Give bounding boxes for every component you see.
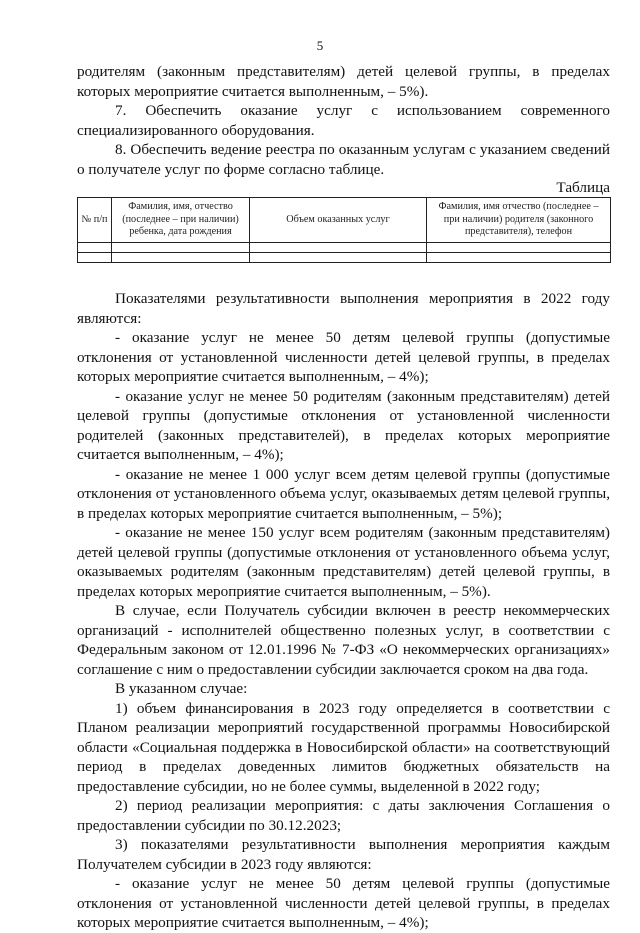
table-cell [427, 253, 611, 263]
table-cell [78, 243, 112, 253]
table-header-cell: Фамилия, имя, отчество (последнее – при наличии) ребенка, дата рождения [112, 198, 250, 243]
page-number: 5 [316, 38, 324, 53]
table-cell [250, 253, 427, 263]
paragraph: В указанном случае: [115, 680, 248, 697]
table-cell [250, 243, 427, 253]
paragraph: - оказание услуг не менее 50 родителям (законным представителям) детей целевой группы (допустимые отклонения от установленной численности родителей (законных представителей), в пределах которых мероприятие считается выполненным, – 4%); [77, 387, 610, 463]
table-cell [78, 253, 112, 263]
table-header-row [78, 198, 611, 243]
document-body [77, 62, 610, 933]
paragraph: В случае, если Получатель субсидии включен в реестр некоммерческих организаций - исполнителей общественно полезных услуг, в соответствии с Федеральным законом от 12.01.1996 № 7-ФЗ «О некоммерческих организациях» соглашение с ним о предоставлении субсидии заключается сроком на два года. [77, 602, 610, 678]
registry-table [77, 197, 611, 263]
paragraph: - оказание услуг не менее 50 детям целевой группы (допустимые отклонения от установленной численности детей целевой группы, в пределах которых мероприятие считается выполненным, – 4%); [77, 875, 610, 931]
paragraph: 1) объем финансирования в 2023 году определяется в соответствии с Планом реализации мероприятий государственной программы Новосибирской области «Социальная поддержка в Новосибирской области» на соответствующий период в пределах доведенных лимитов бюджетных обязательств на предоставление субсидии, но не более суммы, выделенной в 2022 году; [77, 699, 610, 795]
table-cell [112, 243, 250, 253]
table-header-cell: Фамилия, имя отчество (последнее – при наличии) родителя (законного представителя), телефон [427, 198, 611, 243]
paragraph: 3) показателями результативности выполнения мероприятия каждым Получателем субсидии в 2023 году являются: [77, 836, 610, 873]
table-header-cell: № п/п [78, 198, 112, 243]
paragraph: - оказание не менее 1 000 услуг всем детям целевой группы (допустимые отклонения от установленного объема услуг, оказываемых детям целевой группы, в пределах которых мероприятие считается выполненным, – 5%); [77, 465, 610, 522]
paragraph: Показателями результативности выполнения мероприятия в 2022 году являются: [77, 290, 610, 327]
paragraph: родителям (законным представителям) детей целевой группы, в пределах которых мероприятие считается выполненным, – 5%). [77, 63, 610, 100]
table-cell [112, 253, 250, 263]
paragraph: 7. Обеспечить оказание услуг с использованием современного специализированного оборудования. [77, 102, 610, 139]
paragraph: 8. Обеспечить ведение реестра по оказанным услугам с указанием сведений о получателе услуг по форме согласно таблице. [77, 141, 610, 178]
table-row [78, 243, 611, 253]
table-cell [427, 243, 611, 253]
paragraph: - оказание услуг не менее 50 детям целевой группы (допустимые отклонения от установленной численности детей целевой группы, в пределах которых мероприятие считается выполненным, – 4%); [77, 329, 610, 385]
table-caption: Таблица [556, 179, 610, 196]
paragraph: - оказание не менее 150 услуг всем родителям (законным представителям) детей целевой группы (допустимые отклонения от установленного объема услуг, оказываемых родителям (законным представителям) детей целевой группы, в пределах которых мероприятие считается выполненным, – 5%). [77, 524, 610, 600]
table-header-cell: Объем оказанных услуг [250, 198, 427, 243]
table-row [78, 253, 611, 263]
paragraph: 2) период реализации мероприятия: с даты заключения Соглашения о предоставлении субсидии по 30.12.2023; [77, 797, 610, 834]
